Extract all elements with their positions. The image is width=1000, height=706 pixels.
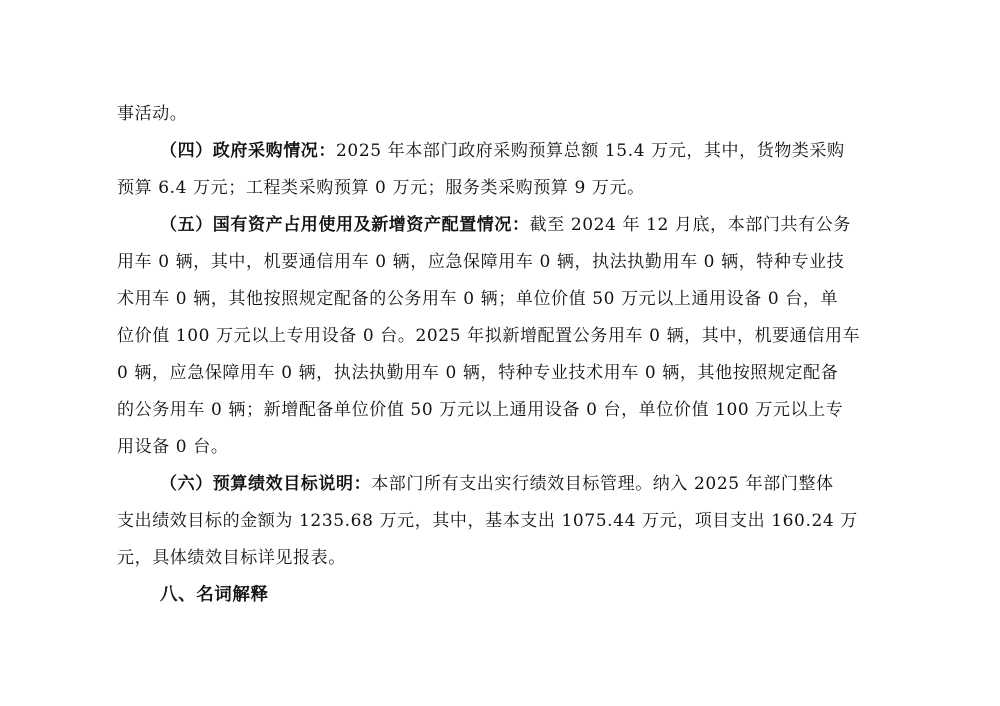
paragraph-continuation: 事活动。 <box>117 104 188 124</box>
paragraph-text: 截至 2024 年 12 月底，本部门共有公务 <box>529 215 851 235</box>
paragraph-line: 支出绩效目标的金额为 1235.68 万元，其中，基本支出 1075.44 万元，项目支出 160.24 万 <box>117 511 858 531</box>
paragraph-line: 预算 6.4 万元；工程类采购预算 0 万元；服务类采购预算 9 万元。 <box>117 178 645 198</box>
paragraph-line: 元，具体绩效目标详见报表。 <box>117 548 346 568</box>
paragraph-line: 用设备 0 台。 <box>117 437 229 457</box>
paragraph-text: 2025 年本部门政府采购预算总额 15.4 万元，其中，货物类采购 <box>336 141 845 161</box>
paragraph-line: 0 辆，应急保障用车 0 辆，执法执勤用车 0 辆，特种专业技术用车 0 辆，其他按照规定配备 <box>117 363 839 383</box>
section-state-assets <box>117 207 889 466</box>
paragraph-line: 术用车 0 辆，其他按照规定配备的公务用车 0 辆；单位价值 50 万元以上通用设备 0 台，单 <box>117 289 839 309</box>
section-title: （四）政府采购情况： <box>160 141 336 161</box>
paragraph-line: 的公务用车 0 辆；新增配备单位价值 50 万元以上通用设备 0 台，单位价值 100 万元以上专 <box>117 400 844 420</box>
paragraph-line: 用车 0 辆，其中，机要通信用车 0 辆，应急保障用车 0 辆，执法执勤用车 0 辆，特种专业技 <box>117 252 845 272</box>
section-performance-targets <box>117 466 889 577</box>
paragraph-text: 本部门所有支出实行绩效目标管理。纳入 2025 年部门整体 <box>371 474 834 494</box>
section-title: （六）预算绩效目标说明： <box>160 474 372 494</box>
paragraph-line: 位价值 100 万元以上专用设备 0 台。2025 年拟新增配置公务用车 0 辆，其中，机要通信用车 <box>117 326 861 346</box>
document-page <box>117 96 889 614</box>
section-government-procurement <box>117 133 889 207</box>
section-title: （五）国有资产占用使用及新增资产配置情况： <box>160 215 530 235</box>
section-heading-glossary: 八、名词解释 <box>160 585 269 605</box>
